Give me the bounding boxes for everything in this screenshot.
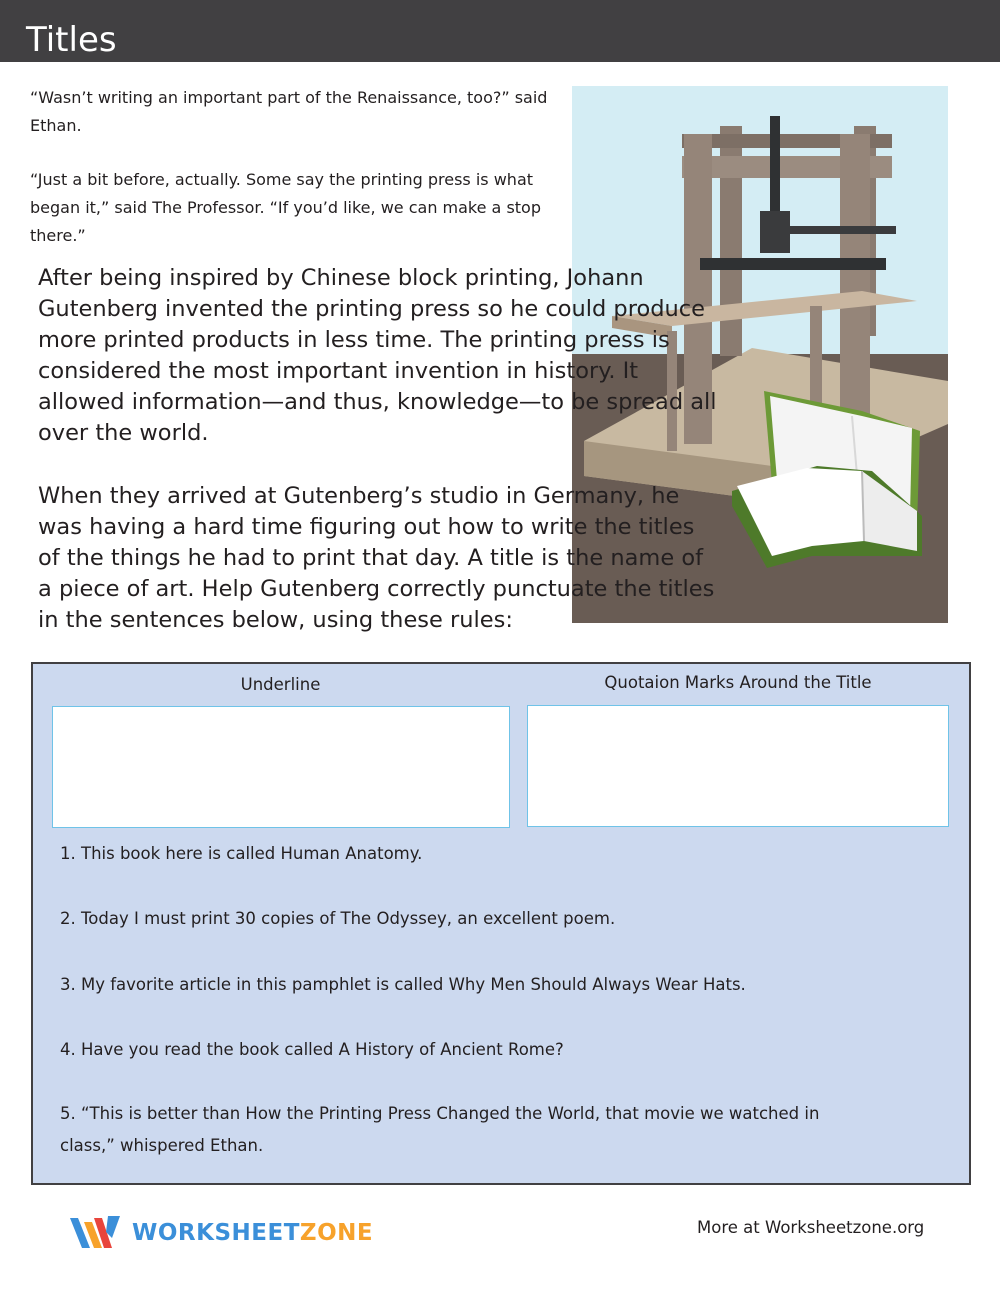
body-paragraph-gutenberg: After being inspired by Chinese block printing, Johann Gutenberg invented the printing press so he could produce more printed products in less time. The printing press is considered the most important invention in history. It allowed information—and thus, knowledge—to be spread all over the world.	[38, 265, 717, 446]
logo-wordmark	[132, 1219, 373, 1247]
worksheetzone-logo[interactable]	[66, 1210, 374, 1254]
page-title: Titles	[26, 20, 117, 60]
question-item: 2. Today I must print 30 copies of The Odyssey, an excellent poem.	[60, 909, 616, 928]
quotation-answer-box[interactable]	[527, 705, 949, 827]
question-item: 4. Have you read the book called A History of Ancient Rome?	[60, 1040, 564, 1059]
column-heading-quotation-marks: Quotaion Marks Around the Title	[604, 673, 872, 692]
logo-text-zone: ZONE	[299, 1220, 374, 1246]
question-item: 5. “This is better than How the Printing Press Changed the World, that movie we watched in class,” whispered Ethan.	[60, 1104, 820, 1155]
underline-answer-box[interactable]	[52, 706, 510, 828]
worksheetzone-w-logo-icon	[66, 1212, 126, 1252]
logo-text-worksheet: WORKSHEET	[132, 1220, 300, 1246]
dialogue-professor: “Just a bit before, actually. Some say the printing press is what began it,” said The Professor. “If you’d like, we can make a stop there.”	[30, 170, 541, 245]
dialogue-ethan: “Wasn’t writing an important part of the Renaissance, too?” said Ethan.	[30, 88, 548, 135]
question-item: 1. This book here is called Human Anatomy.	[60, 844, 423, 863]
column-heading-underline: Underline	[240, 675, 321, 694]
exercise-panel	[31, 662, 971, 1185]
footer-site-link[interactable]: More at Worksheetzone.org	[697, 1218, 925, 1237]
body-paragraph-instructions: When they arrived at Gutenberg’s studio in Germany, he was having a hard time figuring out how to write the titles of the things he had to print that day. A title is the name of a piece of art. Help Gutenberg correctly punctuate the titles in the sentences below, using these rules:	[38, 483, 715, 633]
question-item: 3. My favorite article in this pamphlet is called Why Men Should Always Wear Hats.	[60, 975, 746, 994]
page-header	[0, 0, 1000, 62]
